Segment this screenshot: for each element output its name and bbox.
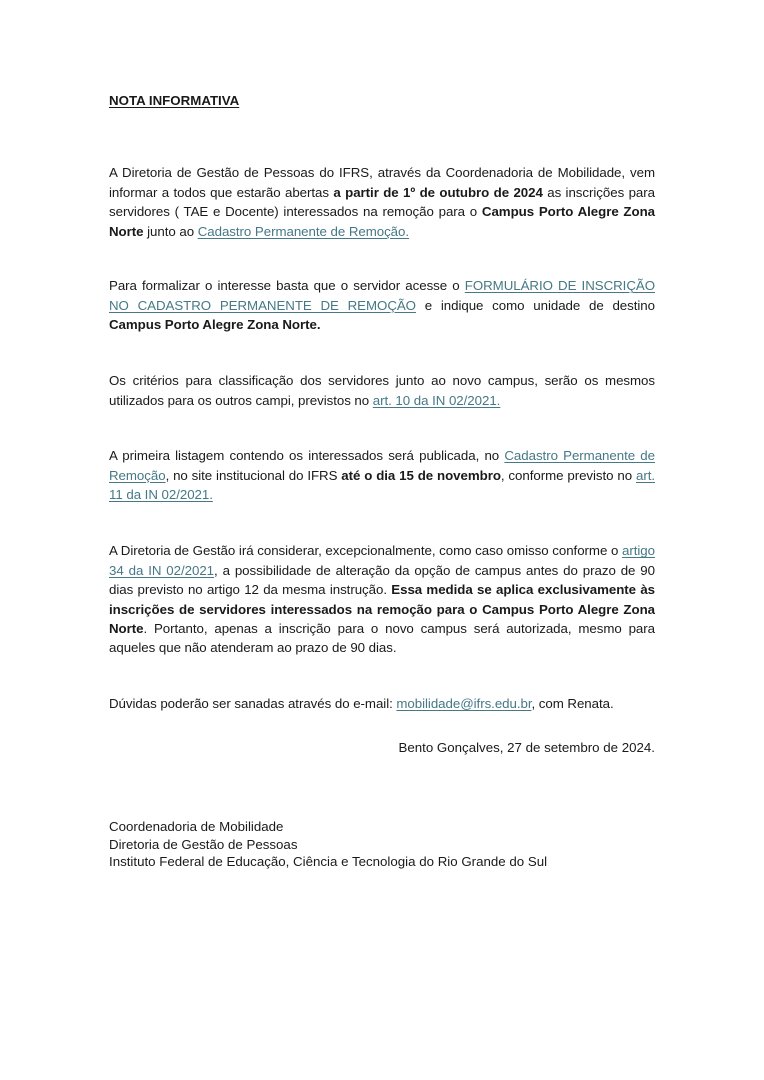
bold-text: a partir de 1º de outubro de 2024: [333, 184, 543, 200]
text-run: Dúvidas poderão ser sanadas através do e-mail:: [109, 696, 397, 712]
bold-text: Essa medida se aplica exclusivamente às inscrições de servidores interessados na remoção para o Campus Porto Alegre Zona Norte: [109, 582, 656, 636]
document-title: NOTA INFORMATIVA: [109, 93, 240, 108]
text-run: , conforme previsto no: [500, 467, 636, 483]
date-line: Bento Gonçalves, 27 de setembro de 2024.: [398, 740, 655, 755]
paragraph-form-instructions: [109, 276, 655, 334]
hyperlink[interactable]: art. 10 da IN 02/2021.: [372, 392, 501, 408]
text-run: junto ao: [143, 223, 198, 239]
signature-line-directorate: Diretoria de Gestão de Pessoas: [109, 836, 298, 852]
bold-text: até o dia 15 de novembro: [341, 467, 501, 483]
text-run: , a possibilidade de alteração da opção de campus antes do prazo de 90 dias previsto no artigo 12 da mesma instrução.: [109, 562, 655, 598]
hyperlink[interactable]: Cadastro Permanente de Remoção.: [197, 223, 410, 239]
paragraph-announcement: [109, 163, 655, 241]
text-run: , no site institucional do IFRS: [165, 467, 342, 483]
hyperlink[interactable]: artigo 34 da IN 02/2021: [109, 543, 655, 578]
text-run: A Diretoria de Gestão irá considerar, excepcionalmente, como caso omisso conforme o: [109, 543, 623, 559]
text-run: A Diretoria de Gestão de Pessoas do IFRS, através da Coordenadoria de Mobilidade, vem informar a todos que estarão abertas: [109, 165, 655, 200]
paragraph-contact: [109, 694, 655, 713]
text-run: as inscrições para servidores ( TAE e Docente) interessados na remoção para o: [109, 184, 655, 220]
hyperlink[interactable]: mobilidade@ifrs.edu.br: [396, 696, 532, 712]
paragraph-criteria: [109, 371, 655, 410]
text-run: . Portanto, apenas a inscrição para o novo campus será autorizada, mesmo para aqueles que não atenderam ao prazo de 90 dias.: [109, 620, 655, 656]
paragraph-exception: [109, 541, 655, 657]
signature-line-institute: Instituto Federal de Educação, Ciência e Tecnologia do Rio Grande do Sul: [109, 854, 548, 869]
text-run: e indique como unidade de destino: [415, 297, 655, 313]
signature-block: [109, 818, 547, 871]
text-run: A primeira listagem contendo os interessados será publicada, no: [109, 448, 505, 464]
text-run: Para formalizar o interesse basta que o servidor acesse o: [109, 278, 465, 294]
bold-text: Campus Porto Alegre Zona Norte: [109, 204, 655, 239]
bold-text: Campus Porto Alegre Zona Norte.: [109, 317, 321, 333]
text-run: Os critérios para classificação dos servidores junto ao novo campus, serão os mesmos utilizados para os outros campi, previstos no: [109, 373, 655, 408]
paragraph-first-listing: [109, 446, 655, 504]
hyperlink[interactable]: FORMULÁRIO DE INSCRIÇÃO NO CADASTRO PERMANENTE DE REMOÇÃO: [109, 278, 655, 313]
text-run: , com Renata.: [531, 696, 614, 712]
hyperlink[interactable]: art. 11 da IN 02/2021.: [109, 467, 655, 503]
signature-line-coordination: Coordenadoria de Mobilidade: [109, 819, 284, 834]
hyperlink[interactable]: Cadastro Permanente de Remoção: [109, 448, 655, 483]
